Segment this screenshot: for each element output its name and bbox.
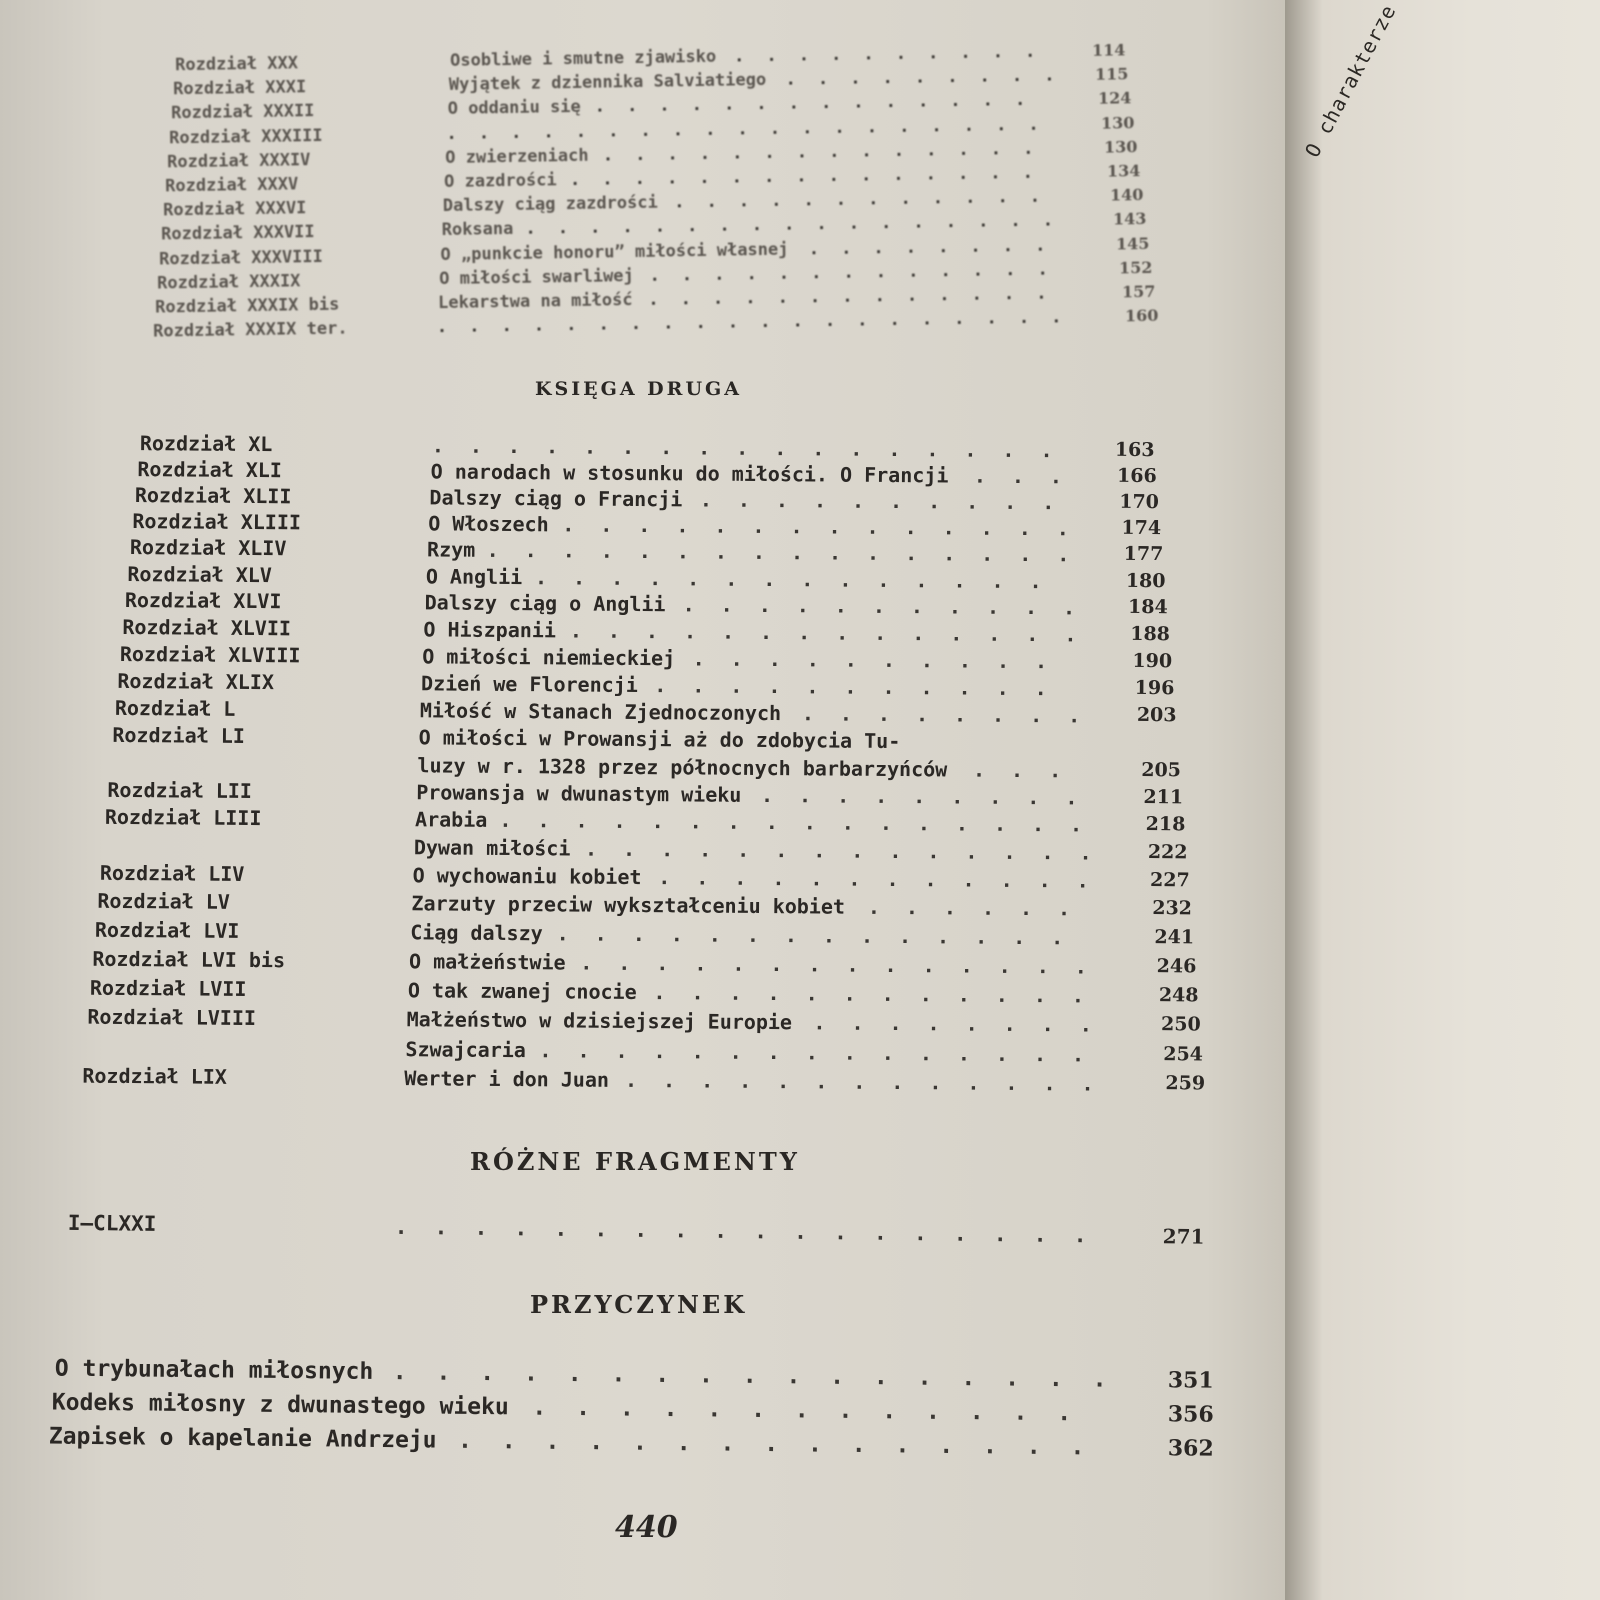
chapter-title: Dywan miłości <box>413 835 571 861</box>
chapter-title: O „punkcie honoru” miłości własnej <box>440 239 789 265</box>
page-ref: 140 <box>1109 185 1144 205</box>
chapter-number: Rozdział XLIX <box>117 668 275 695</box>
page-ref: 180 <box>1125 569 1166 593</box>
chapter-number: Rozdział XLIV <box>129 535 287 561</box>
page-ref: 166 <box>1116 464 1157 488</box>
leader-dots: .............. <box>602 138 1056 166</box>
chapter-number: Rozdział LVII <box>89 975 247 1001</box>
chapter-title: Zapisek o kapelanie Andrzeju <box>48 1423 437 1454</box>
chapter-title: Kodeks miłosny z dwunastego wieku <box>51 1389 509 1421</box>
chapter-title: Szwajcaria <box>405 1037 526 1063</box>
chapter-number: Rozdział LVI bis <box>92 946 286 973</box>
chapter-title: O zazdrości <box>443 170 557 193</box>
leader-dots: .......... <box>699 487 1081 515</box>
page-ref: 134 <box>1106 161 1141 181</box>
page-ref: 205 <box>1141 758 1182 782</box>
page-number-folio: 440 <box>615 1510 678 1545</box>
leader-dots: .................... <box>436 307 1084 338</box>
chapter-title: Osobliwe i smutne zjawisko <box>449 46 717 71</box>
chapter-title: Roksana <box>441 219 514 241</box>
chapter-number: Rozdział XXXI <box>172 77 307 100</box>
page-ref: 351 <box>1167 1367 1214 1394</box>
chapter-title: luzy w r. 1328 przez północnych barbarzyńców <box>417 753 948 782</box>
leader-dots: ................. <box>525 210 1076 240</box>
leader-dots: ......... <box>785 65 1077 90</box>
leader-dots: ............ <box>658 865 1115 893</box>
chapter-number: Rozdział XLVIII <box>119 641 301 668</box>
leader-dots: ........ <box>801 701 1107 728</box>
leader-dots: ................ <box>486 537 1096 567</box>
chapter-title: Prowansja w dwunastym wieku <box>416 780 742 807</box>
chapter-number: Rozdział XXXV <box>164 174 299 197</box>
page-ref: 170 <box>1119 490 1160 514</box>
chapter-title: O Hiszpanii <box>423 617 557 643</box>
page-ref: 246 <box>1156 955 1197 978</box>
chapter-number: Rozdział XXXVIII <box>158 246 324 270</box>
chapter-number: Rozdział LIV <box>99 860 245 886</box>
leader-dots: ................ <box>499 807 1109 837</box>
leader-dots: ............ <box>674 186 1063 213</box>
leader-dots: ............ <box>653 980 1111 1008</box>
page-ref: 143 <box>1112 209 1147 229</box>
chapter-title: O narodach w stosunku do miłości. O Francji <box>430 459 949 488</box>
heading-rozne-fragmenty: RÓŻNE FRAGMENTY <box>470 1147 800 1176</box>
chapter-number: Rozdział LVI <box>94 917 240 943</box>
chapter-number: Rozdział XXXVI <box>162 198 307 221</box>
leader-dots: .............. <box>594 89 1048 118</box>
leader-dots: ............. <box>624 1067 1120 1096</box>
chapter-number: Rozdział XXXIX <box>156 271 301 294</box>
chapter-title: Werter i don Juan <box>404 1066 610 1092</box>
page-ref: 259 <box>1165 1072 1206 1095</box>
page-ref: 222 <box>1147 841 1188 864</box>
chapter-title: O wychowaniu kobiet <box>412 863 642 890</box>
page-ref: 163 <box>1114 438 1155 462</box>
page-ref: 211 <box>1143 785 1184 809</box>
chapter-title: O miłości swarliwej <box>439 265 634 289</box>
chapter-number: I—CLXXI <box>67 1210 157 1236</box>
page-ref: 174 <box>1121 516 1162 540</box>
chapter-number: Rozdział LIII <box>104 804 262 831</box>
page-ref: 248 <box>1158 984 1199 1007</box>
chapter-number: Rozdział XLVII <box>122 614 292 641</box>
chapter-number: Rozdział XLIII <box>132 509 302 535</box>
chapter-number: Rozdział LVIII <box>87 1004 257 1031</box>
chapter-number: Rozdział XLV <box>127 562 272 588</box>
chapter-title: O oddaniu się <box>447 97 581 120</box>
leader-dots: ............... <box>539 1038 1111 1067</box>
leader-dots: ............. <box>532 1394 1102 1427</box>
leader-dots: .............. <box>534 565 1068 594</box>
page-ref: 188 <box>1130 622 1171 646</box>
chapter-title: Dalszy ciąg o Anglii <box>424 590 666 617</box>
chapter-title: Dalszy ciąg zazdrości <box>442 192 658 217</box>
page-ref: 184 <box>1127 595 1168 619</box>
page-ref: 114 <box>1091 40 1126 60</box>
chapter-title: Dzień we Florencji <box>420 671 638 698</box>
page-ref: 160 <box>1124 305 1159 326</box>
chapter-title: Ciąg dalszy <box>410 920 543 946</box>
leader-dots: ............. <box>648 283 1069 310</box>
page-ref: 130 <box>1100 112 1135 133</box>
page-ref: 356 <box>1167 1401 1214 1428</box>
page-ref: 271 <box>1162 1224 1205 1249</box>
chapter-title: O Włoszech <box>428 511 549 537</box>
chapter-number: Rozdział XXX <box>174 53 299 76</box>
leader-dots: ... <box>973 463 1089 489</box>
chapter-title: O zwierzeniach <box>445 145 589 168</box>
leader-dots: ... <box>972 757 1088 783</box>
page-ref: 203 <box>1136 703 1177 727</box>
leader-dots: ......... <box>760 782 1104 810</box>
chapter-number: Rozdział XXXIV <box>166 149 311 173</box>
chapter-title: Dalszy ciąg o Francji <box>429 485 683 512</box>
heading-przyczynek: PRZYCZYNEK <box>530 1290 748 1319</box>
page-ref: 362 <box>1167 1435 1214 1462</box>
leader-dots: ................... <box>446 113 1061 144</box>
page-ref: 152 <box>1118 257 1153 278</box>
chapter-title: Lekarstwa na miłość <box>437 290 633 314</box>
leader-dots: ........ <box>813 1010 1118 1037</box>
chapter-number: Rozdział XXXIX bis <box>154 294 340 318</box>
leader-dots: ........ <box>808 234 1068 259</box>
chapter-number: Rozdział XXXIX ter. <box>152 318 348 342</box>
page-ref: 218 <box>1145 812 1186 836</box>
leader-dots: ................. <box>392 1359 1137 1393</box>
leader-dots: .............. <box>569 618 1103 647</box>
chapter-number: Rozdział L <box>114 695 236 721</box>
leader-dots: ...... <box>867 894 1097 921</box>
chapter-title: O miłości w Prowansji aż do zdobycia Tu- <box>418 725 901 754</box>
chapter-title: O tak zwanej cnocie <box>407 978 637 1005</box>
chapter-number: Rozdział LI <box>112 722 245 748</box>
leader-dots: .......... <box>692 646 1074 674</box>
page-ref: 232 <box>1152 897 1193 920</box>
leader-dots: ........... <box>654 673 1073 701</box>
page-ref: 130 <box>1103 136 1138 157</box>
chapter-number: Rozdział XXXVII <box>160 222 315 245</box>
chapter-number: Rozdział LV <box>97 888 230 914</box>
leader-dots: ........... <box>682 592 1102 620</box>
right-book-page <box>1285 0 1600 1600</box>
chapter-title: Arabia <box>414 807 488 832</box>
chapter-number: Rozdział XLI <box>137 457 282 483</box>
chapter-title: O miłości niemieckiej <box>422 644 676 671</box>
leader-dots: .............. <box>580 950 1113 979</box>
chapter-title: O małżeństwie <box>408 949 566 975</box>
page-ref: 250 <box>1160 1013 1201 1036</box>
leader-dots: .............. <box>556 921 1090 950</box>
leader-dots: ............... <box>569 162 1056 191</box>
page-ref: 177 <box>1123 542 1164 566</box>
page-ref: 145 <box>1115 233 1150 254</box>
page-ref: 115 <box>1094 64 1129 84</box>
page-ref: 227 <box>1149 869 1190 892</box>
chapter-number: Rozdział XXXII <box>170 101 315 124</box>
page-ref: 124 <box>1097 88 1132 109</box>
chapter-title: Rzym <box>426 537 476 562</box>
page-ref: 196 <box>1134 676 1175 700</box>
leader-dots: .......... <box>733 41 1058 67</box>
chapter-title: Wyjątek z dziennika Salviatiego <box>448 70 767 96</box>
chapter-number: Rozdział LIX <box>82 1063 227 1089</box>
leader-dots: ............... <box>457 1427 1115 1461</box>
chapter-title: Małżeństwo w dzisiejszej Europie <box>406 1007 793 1035</box>
chapter-number: Rozdział LII <box>107 777 252 803</box>
page-ref: 190 <box>1132 649 1173 673</box>
chapter-title: O Anglii <box>425 564 523 590</box>
heading-ksiega-druga: KSIĘGA DRUGA <box>535 378 742 400</box>
leader-dots: .............. <box>584 836 1118 865</box>
page-ref: 254 <box>1163 1043 1204 1066</box>
chapter-number: Rozdział XXXIII <box>168 125 323 148</box>
page-ref: 241 <box>1154 926 1195 949</box>
leader-dots: .............. <box>562 512 1095 541</box>
chapter-title: Miłość w Stanach Zjednoczonych <box>419 698 782 726</box>
chapter-number: Rozdział XLII <box>134 483 292 509</box>
leader-dots: ................. <box>431 433 1079 463</box>
leader-dots: .................. <box>394 1214 1114 1248</box>
chapter-title: Zarzuty przeciw wykształceniu kobiet <box>411 891 846 919</box>
chapter-number: Rozdział XL <box>139 431 273 457</box>
chapter-title: O trybunałach miłosnych <box>54 1355 374 1385</box>
chapter-number: Rozdział XLVI <box>124 587 282 614</box>
leader-dots: ............. <box>649 258 1070 286</box>
page-ref: 157 <box>1121 281 1156 302</box>
